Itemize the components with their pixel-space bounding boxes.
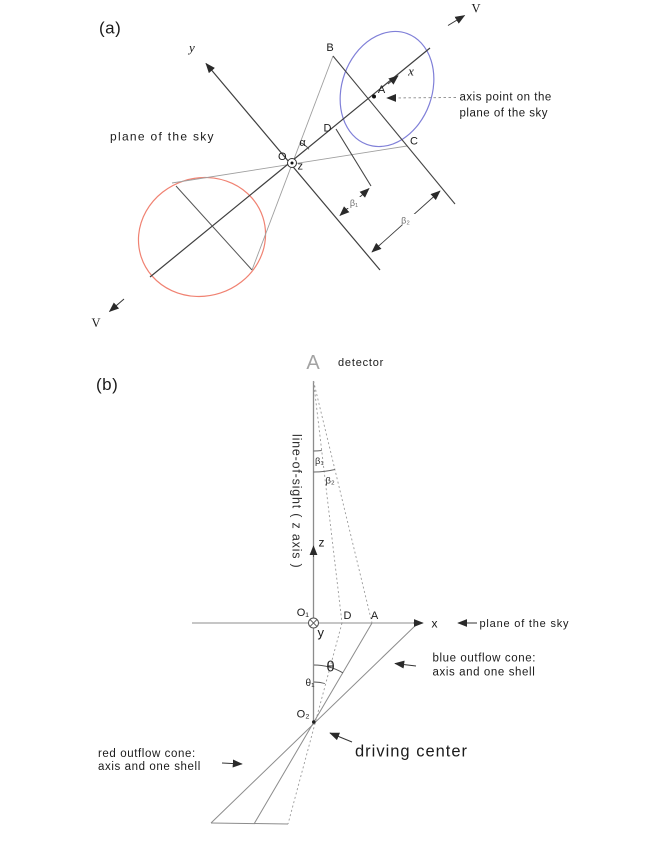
blue-cone-caption-line1: blue outflow cone:	[432, 652, 537, 665]
perpendicular-through-D-line	[336, 129, 371, 186]
point-B-label: B	[326, 42, 334, 54]
a-y-axis-label: y	[189, 40, 195, 55]
velocity-arrow-top	[448, 16, 465, 26]
panel-b	[96, 352, 569, 824]
detector-symbol: A	[306, 352, 320, 374]
blue-cone-caption-line2: axis and one shell	[432, 666, 536, 679]
velocity-arrow-bottom	[110, 299, 125, 312]
origin-O-center-dot	[291, 162, 294, 165]
line-of-sight-label: line-of-sight ( z axis )	[289, 434, 304, 569]
a-x-axis-label: x	[408, 63, 414, 79]
alpha-angle-label: α	[299, 137, 306, 149]
b-x-axis-label: x	[431, 616, 438, 631]
beta1-label-a: β₁	[349, 198, 359, 208]
driving-center-label: driving center	[355, 742, 469, 761]
b-z-axis-label: z	[318, 535, 325, 550]
theta-label: θ	[326, 658, 335, 676]
plane-of-sky-text-b: plane of the sky	[479, 618, 570, 630]
shell-near-edge-dotted-line	[288, 623, 342, 824]
point-A-label-b: A	[370, 610, 379, 622]
axis-point-caption-line2: plane of the sky	[459, 107, 549, 120]
panel-a	[92, 2, 552, 331]
red-shell-chord-line	[176, 186, 252, 270]
beta2-label-a: β₂	[401, 215, 410, 226]
sight-line-to-D	[314, 381, 343, 623]
driving-center-leader-arrow	[330, 733, 352, 742]
point-O2-label: O₂	[296, 708, 310, 721]
theta1-angle-arc	[314, 682, 325, 684]
point-D-label-b: D	[343, 610, 352, 622]
point-C-label: C	[410, 135, 418, 148]
beta1-label-b: β₁	[315, 456, 324, 467]
red-cone-leader-arrow	[222, 763, 242, 764]
beta2-label-b: β₂	[325, 475, 335, 487]
axis-point-A-dot	[372, 95, 376, 99]
sight-line-to-A	[314, 381, 373, 623]
panel-a-label: (a)	[99, 18, 122, 38]
red-cone-base-line	[211, 823, 288, 824]
axis-point-caption-line1: axis point on the	[459, 91, 552, 104]
panel-b-label: (b)	[96, 375, 119, 394]
point-A-label-a: A	[377, 84, 386, 96]
point-O1-label: O₁	[296, 607, 309, 619]
point-D-label-a: D	[323, 122, 332, 135]
plane-of-sky-text-a: plane of the sky	[110, 129, 215, 144]
theta1-label: θ₁	[305, 678, 315, 689]
beta1-angle-arc-b	[314, 451, 322, 452]
detector-label: detector	[338, 357, 385, 369]
red-cone-caption-line1: red outflow cone:	[98, 748, 196, 760]
a-origin-O-label: O	[277, 151, 287, 163]
a-x-axis-arrowhead	[388, 76, 398, 84]
a-z-axis-label: z	[297, 160, 303, 173]
velocity-label-bottom: V	[91, 316, 101, 330]
velocity-label-top: V	[471, 1, 481, 16]
axis-point-leader-arrow	[387, 98, 456, 99]
red-shell-ellipse	[123, 161, 281, 313]
red-cone-caption-line2: axis and one shell	[98, 761, 201, 773]
b-y-axis-label: y	[317, 625, 324, 640]
blue-cone-leader-arrow	[395, 664, 416, 667]
blue-shell-ellipse	[325, 18, 450, 160]
driving-center-O2-dot	[312, 720, 316, 724]
